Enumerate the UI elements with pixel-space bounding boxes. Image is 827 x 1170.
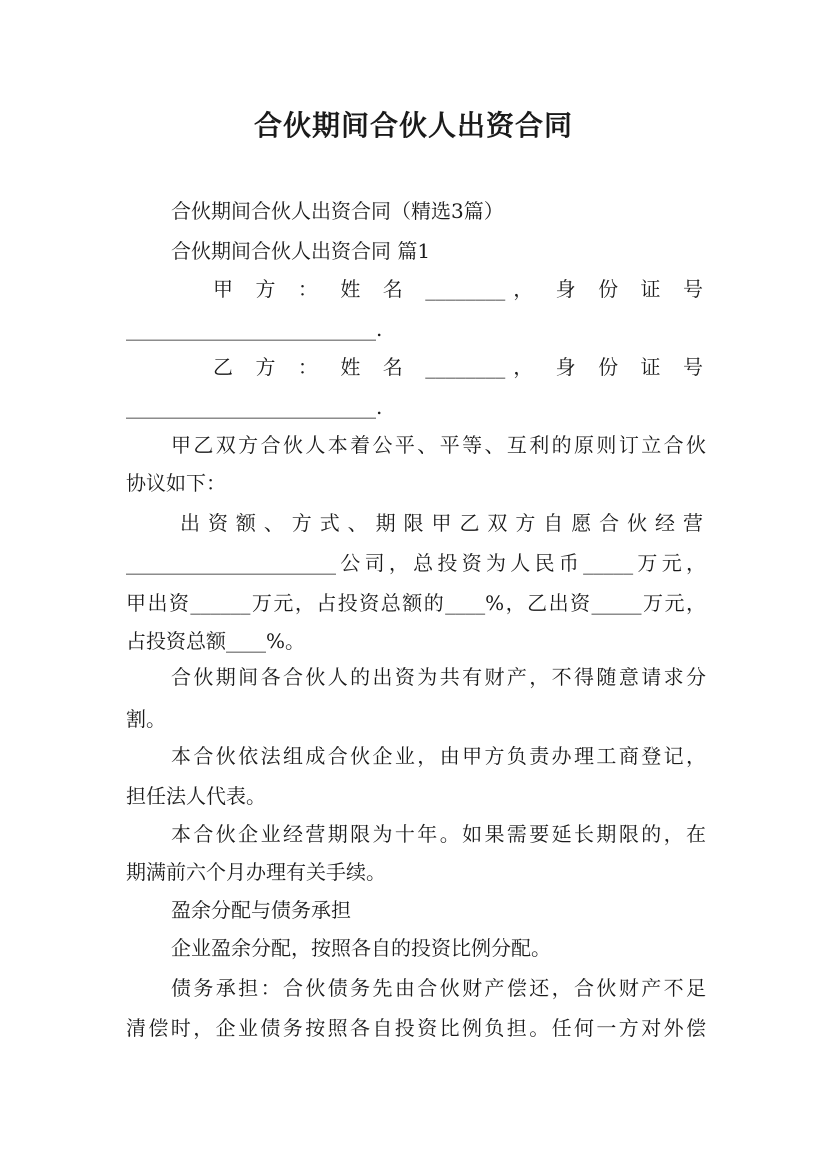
section-heading: 合伙期间合伙人出资合同 篇1	[171, 239, 431, 263]
party-b-line: 乙 方 ： 姓 名 ________， 身 份 证 号	[213, 355, 703, 379]
paragraph-line: _____________________公司，总投资为人民币_____万元，	[126, 551, 706, 575]
paragraph-line: 债务承担：合伙债务先由合伙财产偿还，合伙财产不足	[171, 976, 706, 1000]
paragraph-line: 出 资 额 、 方 式 、 期 限 甲 乙 双 方 自 愿 合 伙 经 营	[180, 511, 703, 535]
paragraph-line: 占投资总额____%。	[126, 629, 306, 653]
paragraph-line: 本合伙企业经营期限为十年。如果需要延长期限的，在	[171, 822, 706, 846]
paragraph-line: 协议如下：	[126, 471, 226, 495]
paragraph-line: 担任法人代表。	[126, 784, 266, 808]
paragraph-line: 期满前六个月办理有关手续。	[126, 860, 386, 884]
party-b-id-blank: _________________________.	[126, 395, 383, 419]
paragraph-line: 企业盈余分配，按照各自的投资比例分配。	[171, 936, 551, 960]
subtitle-line: 合伙期间合伙人出资合同（精选3篇）	[171, 199, 504, 223]
paragraph-line: 清偿时，企业债务按照各自投资比例负担。任何一方对外偿	[126, 1016, 706, 1040]
party-a-id-blank: _________________________.	[126, 317, 383, 341]
paragraph-line: 甲出资______万元，占投资总额的____%，乙出资_____万元，	[126, 591, 706, 615]
paragraph-line: 本合伙依法组成合伙企业，由甲方负责办理工商登记，	[171, 744, 706, 768]
paragraph-line: 合伙期间各合伙人的出资为共有财产，不得随意请求分	[171, 665, 706, 689]
party-a-line: 甲 方 ： 姓 名 ________， 身 份 证 号	[213, 277, 703, 301]
paragraph-line: 甲乙双方合伙人本着公平、平等、互利的原则订立合伙	[171, 433, 706, 457]
paragraph-line: 割。	[126, 707, 166, 731]
section-heading: 盈余分配与债务承担	[171, 898, 351, 922]
document-title: 合伙期间合伙人出资合同	[253, 109, 573, 142]
